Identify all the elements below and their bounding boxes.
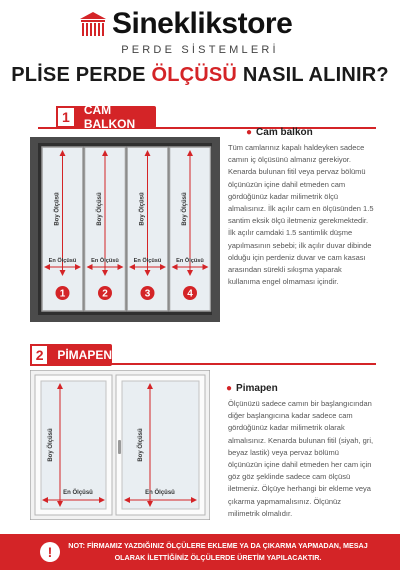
logo-icon	[78, 10, 108, 38]
bullet-icon: ●	[246, 127, 253, 138]
panel-4-height-label: Boy Ölçüsü	[182, 192, 188, 226]
section-1-info-title	[246, 127, 313, 138]
panel-3-height-label: Boy Ölçüsü	[139, 192, 146, 226]
panel-2-width-label: En Ölçüsü	[91, 258, 119, 264]
page-title	[0, 64, 400, 87]
panel-4-number: 4	[187, 288, 193, 300]
section-1-info-title-text: Cam balkon	[256, 127, 313, 138]
left-height-label: Boy Ölçüsü	[48, 428, 54, 462]
title-accent: ÖLÇÜSÜ	[151, 64, 238, 86]
panel-3-width-label: En Ölçüsü	[133, 258, 162, 264]
section-1-info-text: Tüm camlarınız kapalı haldeyken sadece camın iç ölçüsünü almanız gerekiyor. Kenarda bulunan fitil veya pervaz bölümü ölçünüzün içine dahil etmeden cam gördüğünüz kadar milimetrik ölçü almalısınız. İlk açılır cam en ölçüsünden 1.5 santim eksik ölçü iletmeniz gerekmektedir. İlk açılır camdaki 1.5 santimlik düşme yapılmasının sebebi; ilk açılır duvar dibinde olduğu için perdeniz duvar ve cam kasası arasından sürekli sıkışma yaparak kullanıma engel olmaması içindir.	[228, 143, 374, 287]
cam-balkon-diagram	[30, 137, 220, 322]
right-width-label: En Ölçüsü	[145, 490, 175, 496]
section-2-number: 2	[30, 344, 49, 366]
window-handle-icon	[118, 440, 121, 454]
section-1-label: CAM BALKON	[83, 103, 136, 131]
bullet-icon: ●	[226, 383, 233, 394]
header	[0, 0, 400, 62]
section-1-number: 1	[56, 106, 76, 128]
panel-1-height-label: Boy Ölçüsü	[54, 192, 61, 226]
warning-icon: !	[40, 542, 60, 562]
title-part-2: NASIL ALINIR?	[237, 64, 389, 86]
section-1-tag	[56, 103, 156, 131]
panel-4-width-label: En Ölçüsü	[176, 258, 204, 264]
panel-3-number: 3	[144, 288, 151, 300]
panel-1-width-label: En Ölçüsü	[48, 258, 77, 264]
brand-name-rest: store	[221, 7, 293, 40]
pimapen-diagram	[30, 370, 210, 520]
footer-note: NOT: FİRMAMIZ YAZDIĞINIZ ÖLÇÜLERE EKLEME YA DA ÇIKARMA YAPMADAN, MESAJ OLARAK İLETTİĞİNİZ ÖLÇÜLERDE ÜRETİM YAPILACAKTIR.	[68, 541, 368, 562]
right-height-label: Boy Ölçüsü	[138, 428, 144, 462]
brand-logo-text	[112, 6, 292, 42]
footer-note-bar	[0, 534, 400, 570]
brand-name-bold: Sineklik	[112, 7, 222, 40]
panel-1-number: 1	[59, 288, 66, 300]
section-2-label: PİMAPEN	[57, 348, 112, 362]
section-2-info-title-text: Pimapen	[236, 383, 278, 394]
title-part-1: PLİSE PERDE	[11, 64, 152, 86]
panel-2-height-label: Boy Ölçüsü	[97, 192, 103, 226]
section-2-info-text: Ölçünüzü sadece camın bir başlangıcından diğer başlangıcına kadar sadece cam gördüğünüz kadar milimetrik olarak almalısınız. Kenarda bulunan fitil (siyah, gri, beyaz lastik) veya pervaz bölümü ölçünüzün içine dahil etmeden her cam için göz göz şeklinde sadece cam ölçüsü iletmeniz. Ölçüye herhangi bir ekleme veya çıkarma yapmamalısınız. Ölçünüz milimetrik olmalıdır.	[228, 399, 374, 518]
section-2-tag	[30, 344, 112, 366]
brand-subtitle: PERDE SİSTEMLERİ	[121, 44, 279, 56]
left-width-label: En Ölçüsü	[63, 490, 93, 496]
panel-2-number: 2	[102, 288, 108, 300]
section-2-info-title	[226, 383, 278, 394]
